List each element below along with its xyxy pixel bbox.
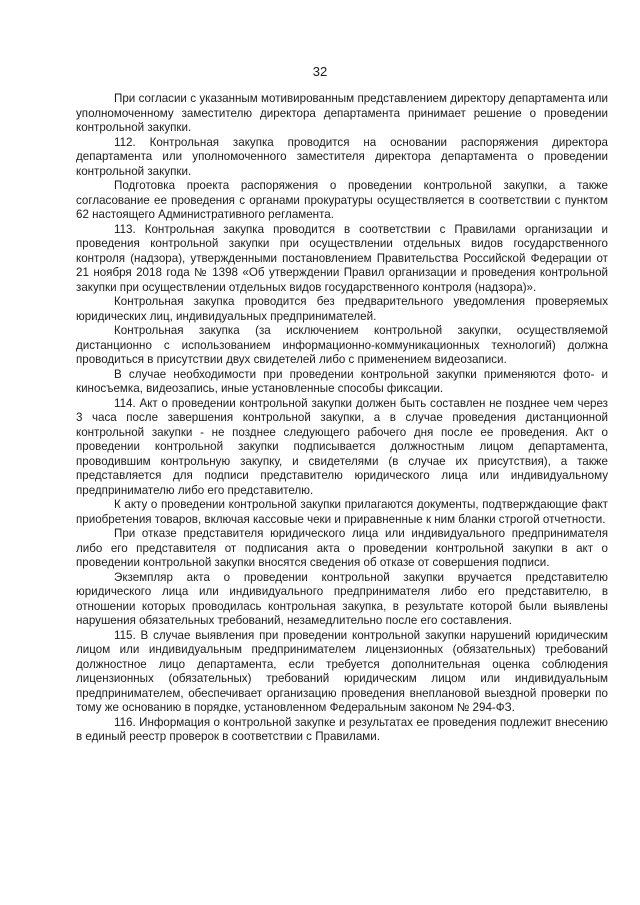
paragraph: Контрольная закупка проводится без предварительного уведомления проверяемых юридических лиц, индивидуальных предпринимателей. (76, 295, 608, 323)
paragraph: При согласии с указанным мотивированным представлением директору департамента или уполномоченному заместителю директора департамента принимает решение о проведении контрольной закупки. (76, 92, 608, 134)
paragraph: Подготовка проекта распоряжения о проведении контрольной закупки, а также согласование ее проведения с органами прокуратуры осуществляется в соответствии с пунктом 62 настоящего Административного регламента. (76, 179, 608, 221)
paragraph: 114. Акт о проведении контрольной закупки должен быть составлен не позднее чем через 3 часа после завершения контрольной закупки, а в случае проведения дистанционной контрольной закупки - не позднее следующего рабочего дня после ее проведения. Акт о проведении контрольной закупки подписывается должностным лицом департамента, проводившим контрольную закупку, и свидетелями (в случае их присутствия), а также представляется для подписи представителю юридического лица или индивидуальному предпринимателю либо его представителю. (76, 396, 608, 497)
paragraph: 115. В случае выявления при проведении контрольной закупки нарушений юридическим лицом или индивидуальным предпринимателем лицензионных (обязательных) требований должностное лицо департамента, если требуется дополнительная оценка соблюдения лицензионных (обязательных) требований юридическим лицом или индивидуальным предпринимателем, обеспечивает организацию проведения внеплановой выездной проверки по тому же основанию в порядке, установленном Федеральным законом № 294-ФЗ. (76, 628, 608, 714)
paragraph: Контрольная закупка (за исключением контрольной закупки, осуществляемой дистанционно с использованием информационно-коммуникационных технологий) должна проводиться в присутствии двух свидетелей либо с применением видеозаписи. (76, 324, 608, 366)
paragraph: При отказе представителя юридического лица или индивидуального предпринимателя либо его представителя от подписания акта о проведении контрольной закупки в акт о проведении контрольной закупки вносятся сведения об отказе от совершения подписи. (76, 527, 608, 569)
paragraph: 116. Информация о контрольной закупке и результатах ее проведения подлежит внесению в единый реестр проверок в соответствии с Правилами. (76, 715, 608, 743)
paragraph: К акту о проведении контрольной закупки прилагаются документы, подтверждающие факт приобретения товаров, включая кассовые чеки и приравненные к ним бланки строгой отчетности. (76, 498, 608, 526)
paragraph: В случае необходимости при проведении контрольной закупки применяются фото- и киносъемка, видеозапись, иные установленные способы фиксации. (76, 367, 608, 395)
paragraph: 112. Контрольная закупка проводится на основании распоряжения директора департамента или уполномоченного заместителя директора департамента о проведении контрольной закупки. (76, 135, 608, 178)
page-number: 32 (312, 64, 328, 79)
paragraph: 113. Контрольная закупка проводится в соответствии с Правилами организации и проведения контрольной закупки при осуществлении отдельных видов государственного контроля (надзора), утвержденными постановлением Правительства Российской Федерации от 21 ноября 2018 года № 1398 «Об утверждении Правил организации и проведения контрольной закупки при осуществлении отдельных видов государственного контроля (надзора)». (76, 222, 608, 294)
document-body (76, 92, 608, 745)
paragraph: Экземпляр акта о проведении контрольной закупки вручается представителю юридического лица или индивидуального предпринимателя либо его представителю, в отношении которых проводилась контрольная закупка, в результате которой были выявлены нарушения обязательных требований, незамедлительно после его составления. (76, 570, 608, 627)
